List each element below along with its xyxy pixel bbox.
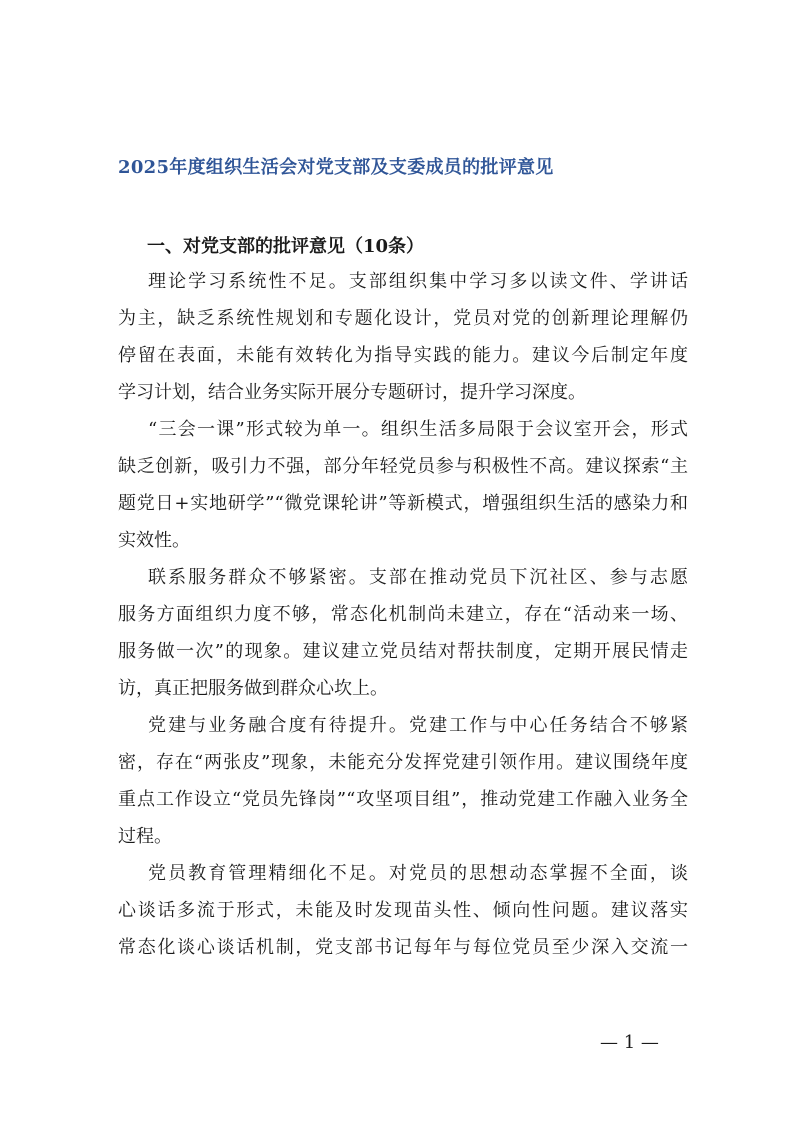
paragraph-line: 过程。 — [118, 826, 172, 847]
paragraph-line: 实效性。 — [118, 530, 190, 551]
paragraph — [118, 855, 688, 966]
paragraph-line: 重点工作设立“党员先锋岗”“攻坚项目组”，推动党建工作融入业务全 — [118, 789, 688, 810]
document-body — [118, 263, 688, 966]
paragraph — [118, 559, 688, 707]
paragraph-line: 心谈话多流于形式，未能及时发现苗头性、倾向性问题。建议落实 — [118, 900, 688, 921]
paragraph-line: 学习计划，结合业务实际开展分专题研讨，提升学习深度。 — [118, 382, 586, 403]
section-heading: 一、对党支部的批评意见（10条） — [147, 236, 425, 257]
paragraph-line: 停留在表面，未能有效转化为指导实践的能力。建议今后制定年度 — [118, 345, 688, 366]
paragraph-line: 服务做一次”的现象。建议建立党员结对帮扶制度，定期开展民情走 — [118, 641, 688, 662]
paragraph-line: 理论学习系统性不足。支部组织集中学习多以读文件、学讲话 — [148, 271, 688, 292]
paragraph-line: 党建与业务融合度有待提升。党建工作与中心任务结合不够紧 — [148, 715, 688, 736]
paragraph-line: “三会一课”形式较为单一。组织生活多局限于会议室开会，形式 — [148, 419, 688, 440]
paragraph-line: 服务方面组织力度不够，常态化机制尚未建立，存在“活动来一场、 — [118, 604, 688, 625]
paragraph-line: 访，真正把服务做到群众心坎上。 — [118, 678, 388, 699]
paragraph-line: 密，存在“两张皮”现象，未能充分发挥党建引领作用。建议围绕年度 — [118, 752, 688, 773]
paragraph-line: 常态化谈心谈话机制，党支部书记每年与每位党员至少深入交流一 — [118, 937, 688, 958]
paragraph-line: 为主，缺乏系统性规划和专题化设计，党员对党的创新理论理解仍 — [118, 308, 688, 329]
paragraph-line: 联系服务群众不够紧密。支部在推动党员下沉社区、参与志愿 — [148, 567, 688, 588]
paragraph-line: 缺乏创新，吸引力不强，部分年轻党员参与积极性不高。建议探索“主 — [118, 456, 688, 477]
paragraph-line: 题党日+实地研学”“微党课轮讲”等新模式，增强组织生活的感染力和 — [118, 493, 688, 514]
page-number: — 1 — — [600, 1032, 659, 1053]
document-title: 2025年度组织生活会对党支部及支委成员的批评意见 — [118, 157, 554, 178]
paragraph — [118, 411, 688, 559]
paragraph — [118, 263, 688, 411]
paragraph — [118, 707, 688, 855]
paragraph-line: 党员教育管理精细化不足。对党员的思想动态掌握不全面，谈 — [148, 863, 688, 884]
